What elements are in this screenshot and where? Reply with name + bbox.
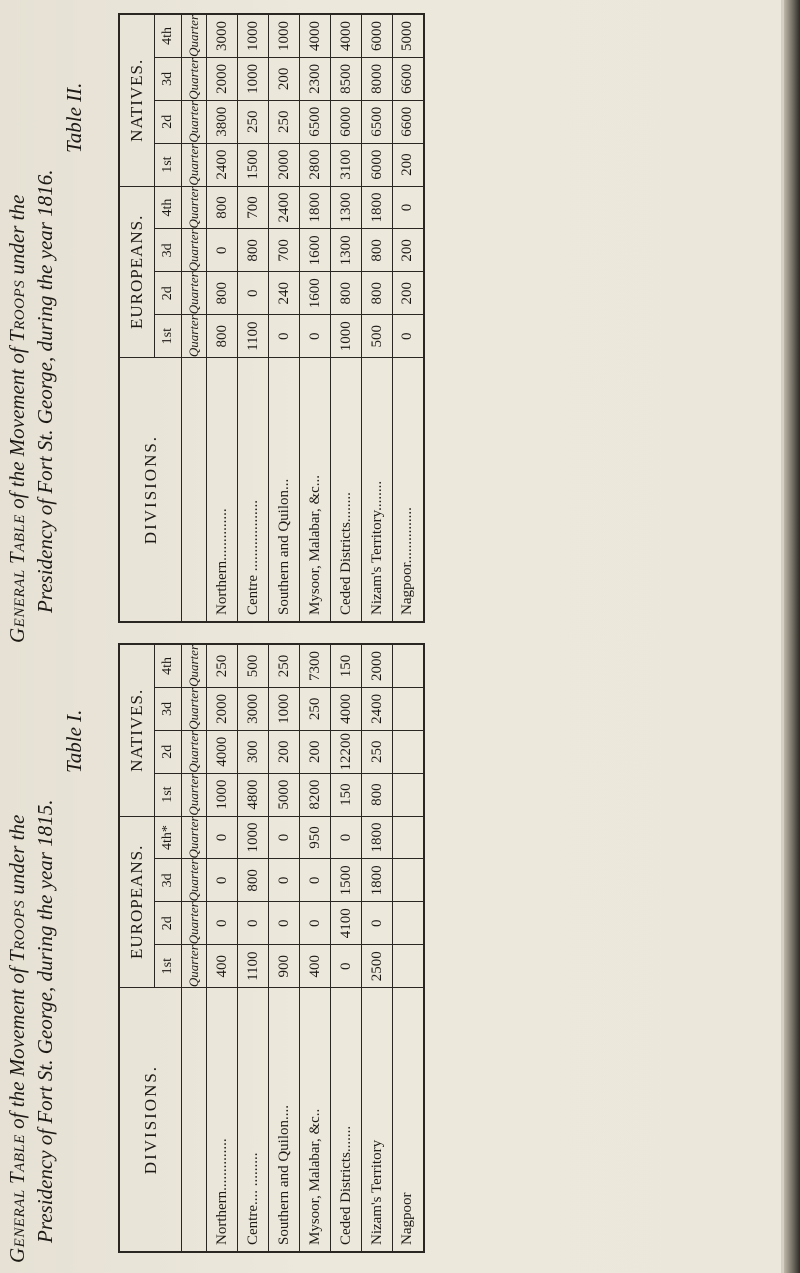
value-cell: 1500 — [331, 859, 362, 902]
value-cell: 2000 — [207, 57, 238, 100]
quarter-word: Quarter — [182, 687, 207, 730]
quarter-word: Quarter — [182, 186, 207, 229]
caption-word: Troops — [5, 279, 29, 343]
value-cell: 1000 — [207, 773, 238, 816]
quarter-word: Quarter — [182, 229, 207, 272]
quarter-header: 2d — [155, 730, 182, 773]
quarter-header: 4th — [155, 644, 182, 687]
table-row — [207, 14, 238, 622]
value-cell: 1100 — [238, 315, 269, 358]
value-cell: 0 — [362, 902, 393, 945]
division-name: Nagpoor — [393, 988, 424, 1252]
value-cell: 1000 — [238, 14, 269, 57]
value-cell — [393, 687, 424, 730]
value-cell: 800 — [238, 229, 269, 272]
book-spine — [784, 0, 800, 1273]
value-cell: 800 — [207, 272, 238, 315]
value-cell — [393, 644, 424, 687]
value-cell: 500 — [362, 315, 393, 358]
value-cell: 0 — [300, 315, 331, 358]
value-cell: 4000 — [300, 14, 331, 57]
value-cell: 200 — [393, 272, 424, 315]
caption-word: under the — [5, 814, 29, 895]
quarter-word: Quarter — [182, 902, 207, 945]
division-name: Ceded Districts....... — [331, 988, 362, 1252]
value-cell: 0 — [269, 859, 300, 902]
value-cell: 800 — [207, 315, 238, 358]
value-cell: 500 — [238, 644, 269, 687]
value-cell: 2400 — [207, 143, 238, 186]
caption-word: of the Movement of — [5, 347, 29, 509]
table-row — [300, 644, 331, 1252]
natives-header: NATIVES. — [119, 14, 155, 186]
value-cell: 2400 — [269, 186, 300, 229]
value-cell: 5000 — [393, 14, 424, 57]
value-cell — [393, 773, 424, 816]
caption-word: General — [5, 569, 29, 643]
division-name: Northern.............. — [207, 358, 238, 622]
value-cell: 8000 — [362, 57, 393, 100]
caption-word: General — [5, 1189, 29, 1263]
value-cell: 2000 — [362, 644, 393, 687]
value-cell: 0 — [238, 272, 269, 315]
table-2-label: Table II. — [62, 82, 86, 153]
value-cell — [393, 945, 424, 988]
value-cell: 200 — [269, 730, 300, 773]
division-name: Centre ................... — [238, 358, 269, 622]
quarter-word: Quarter — [182, 272, 207, 315]
quarter-header: 4th — [155, 186, 182, 229]
value-cell: 0 — [393, 315, 424, 358]
value-cell: 6000 — [362, 143, 393, 186]
quarter-word: Quarter — [182, 57, 207, 100]
table-row — [300, 14, 331, 622]
value-cell: 1800 — [362, 859, 393, 902]
blank-cell — [182, 988, 207, 1252]
quarter-word: Quarter — [182, 644, 207, 687]
value-cell: 0 — [207, 816, 238, 859]
quarter-word: Quarter — [182, 859, 207, 902]
quarter-header: 3d — [155, 859, 182, 902]
value-cell — [393, 816, 424, 859]
value-cell: 4000 — [331, 14, 362, 57]
division-name: Southern and Quilon... — [269, 358, 300, 622]
table-row — [393, 644, 424, 1252]
value-cell: 0 — [269, 315, 300, 358]
value-cell: 2300 — [300, 57, 331, 100]
value-cell: 6000 — [331, 100, 362, 143]
quarter-word: Quarter — [182, 945, 207, 988]
europeans-header: EUROPEANS. — [119, 186, 155, 358]
value-cell: 800 — [238, 859, 269, 902]
table-row — [207, 644, 238, 1252]
value-cell: 400 — [300, 945, 331, 988]
value-cell: 4000 — [207, 730, 238, 773]
division-name: Nagpoor............... — [393, 358, 424, 622]
value-cell: 200 — [393, 229, 424, 272]
caption-word: under the — [5, 194, 29, 275]
table-1 — [118, 643, 425, 1253]
value-cell: 700 — [238, 186, 269, 229]
quarter-header: 2d — [155, 100, 182, 143]
value-cell: 800 — [362, 229, 393, 272]
table-2-block — [0, 0, 416, 643]
value-cell: 7300 — [300, 644, 331, 687]
caption-word: Troops — [5, 899, 29, 963]
table-row — [362, 14, 393, 622]
value-cell: 1800 — [362, 816, 393, 859]
value-cell: 0 — [300, 859, 331, 902]
divisions-header: DIVISIONS. — [119, 358, 182, 622]
division-name: Mysoor, Malabar, &c.. — [300, 988, 331, 1252]
value-cell: 1000 — [238, 57, 269, 100]
table-2-caption-line-2: Presidency of Fort St. George, during the year 1816. — [33, 169, 57, 613]
quarter-header: 4th* — [155, 816, 182, 859]
value-cell: 1000 — [238, 816, 269, 859]
value-cell: 0 — [331, 816, 362, 859]
value-cell: 2000 — [269, 143, 300, 186]
quarter-word: Quarter — [182, 816, 207, 859]
value-cell: 250 — [362, 730, 393, 773]
quarter-header: 3d — [155, 229, 182, 272]
caption-word: Table — [5, 514, 29, 565]
value-cell — [393, 730, 424, 773]
division-name: Centre.... ......... — [238, 988, 269, 1252]
value-cell: 6000 — [362, 14, 393, 57]
table-row — [331, 14, 362, 622]
division-name: Mysoor, Malabar, &c... — [300, 358, 331, 622]
quarter-header: 1st — [155, 143, 182, 186]
value-cell — [393, 902, 424, 945]
value-cell: 4000 — [331, 687, 362, 730]
value-cell: 1000 — [331, 315, 362, 358]
table-row — [269, 644, 300, 1252]
value-cell: 200 — [300, 730, 331, 773]
value-cell: 3800 — [207, 100, 238, 143]
value-cell: 12200 — [331, 730, 362, 773]
value-cell: 1300 — [331, 186, 362, 229]
value-cell: 200 — [393, 143, 424, 186]
value-cell: 0 — [300, 902, 331, 945]
value-cell: 0 — [207, 859, 238, 902]
value-cell: 0 — [238, 902, 269, 945]
value-cell: 800 — [331, 272, 362, 315]
table-2 — [118, 13, 425, 623]
quarter-header: 2d — [155, 902, 182, 945]
value-cell: 8500 — [331, 57, 362, 100]
value-cell: 1800 — [300, 186, 331, 229]
quarter-header: 1st — [155, 315, 182, 358]
value-cell: 1600 — [300, 272, 331, 315]
quarter-word: Quarter — [182, 14, 207, 57]
caption-word: of the Movement of — [5, 967, 29, 1129]
value-cell: 4800 — [238, 773, 269, 816]
value-cell: 0 — [207, 229, 238, 272]
quarter-word: Quarter — [182, 773, 207, 816]
division-name: Southern and Quilon.... — [269, 988, 300, 1252]
quarter-header: 2d — [155, 272, 182, 315]
natives-header: NATIVES. — [119, 644, 155, 816]
value-cell: 700 — [269, 229, 300, 272]
divisions-header: DIVISIONS. — [119, 988, 182, 1252]
quarter-header: 4th — [155, 14, 182, 57]
value-cell: 6500 — [300, 100, 331, 143]
quarter-word: Quarter — [182, 100, 207, 143]
value-cell: 0 — [207, 902, 238, 945]
value-cell: 1100 — [238, 945, 269, 988]
value-cell: 6500 — [362, 100, 393, 143]
value-cell: 6600 — [393, 57, 424, 100]
value-cell: 2400 — [362, 687, 393, 730]
table-1-caption-line-1 — [4, 815, 30, 1263]
table-1-body — [207, 644, 424, 1252]
value-cell: 800 — [207, 186, 238, 229]
value-cell: 240 — [269, 272, 300, 315]
value-cell: 1000 — [269, 687, 300, 730]
value-cell: 1300 — [331, 229, 362, 272]
value-cell: 6600 — [393, 100, 424, 143]
value-cell: 900 — [269, 945, 300, 988]
blank-cell — [182, 358, 207, 622]
quarter-word: Quarter — [182, 315, 207, 358]
division-name: Nizam's Territory........ — [362, 358, 393, 622]
value-cell: 3000 — [238, 687, 269, 730]
value-cell: 1600 — [300, 229, 331, 272]
value-cell: 0 — [331, 945, 362, 988]
table-1-label: Table I. — [62, 709, 86, 773]
value-cell: 0 — [393, 186, 424, 229]
value-cell: 250 — [269, 644, 300, 687]
value-cell: 0 — [269, 902, 300, 945]
value-cell: 800 — [362, 272, 393, 315]
value-cell: 8200 — [300, 773, 331, 816]
division-name: Nizam's Territory — [362, 988, 393, 1252]
value-cell: 1000 — [269, 14, 300, 57]
table-row — [269, 14, 300, 622]
table-row — [362, 644, 393, 1252]
value-cell: 0 — [269, 816, 300, 859]
value-cell: 250 — [269, 100, 300, 143]
value-cell: 3000 — [207, 14, 238, 57]
value-cell: 2500 — [362, 945, 393, 988]
value-cell: 150 — [331, 773, 362, 816]
table-1-caption-line-2: Presidency of Fort St. George, during the year 1815. — [33, 799, 57, 1243]
value-cell: 2800 — [300, 143, 331, 186]
quarter-word: Quarter — [182, 143, 207, 186]
value-cell: 250 — [207, 644, 238, 687]
europeans-header: EUROPEANS. — [119, 816, 155, 988]
table-row — [331, 644, 362, 1252]
value-cell: 1500 — [238, 143, 269, 186]
value-cell: 950 — [300, 816, 331, 859]
value-cell: 2000 — [207, 687, 238, 730]
value-cell: 250 — [238, 100, 269, 143]
value-cell: 4100 — [331, 902, 362, 945]
table-row — [238, 14, 269, 622]
value-cell: 800 — [362, 773, 393, 816]
value-cell: 1800 — [362, 186, 393, 229]
quarter-word: Quarter — [182, 730, 207, 773]
table-1-block — [0, 630, 416, 1263]
value-cell: 150 — [331, 644, 362, 687]
table-row — [238, 644, 269, 1252]
division-name: Ceded Districts........ — [331, 358, 362, 622]
value-cell: 400 — [207, 945, 238, 988]
quarter-header: 1st — [155, 945, 182, 988]
value-cell: 200 — [269, 57, 300, 100]
value-cell: 250 — [300, 687, 331, 730]
division-name: Northern.............. — [207, 988, 238, 1252]
value-cell: 300 — [238, 730, 269, 773]
quarter-header: 1st — [155, 773, 182, 816]
table-2-caption-line-1 — [4, 195, 30, 643]
table-2-body — [207, 14, 424, 622]
quarter-header: 3d — [155, 687, 182, 730]
quarter-header: 3d — [155, 57, 182, 100]
caption-word: Table — [5, 1134, 29, 1185]
table-row — [393, 14, 424, 622]
value-cell — [393, 859, 424, 902]
value-cell: 3100 — [331, 143, 362, 186]
value-cell: 5000 — [269, 773, 300, 816]
